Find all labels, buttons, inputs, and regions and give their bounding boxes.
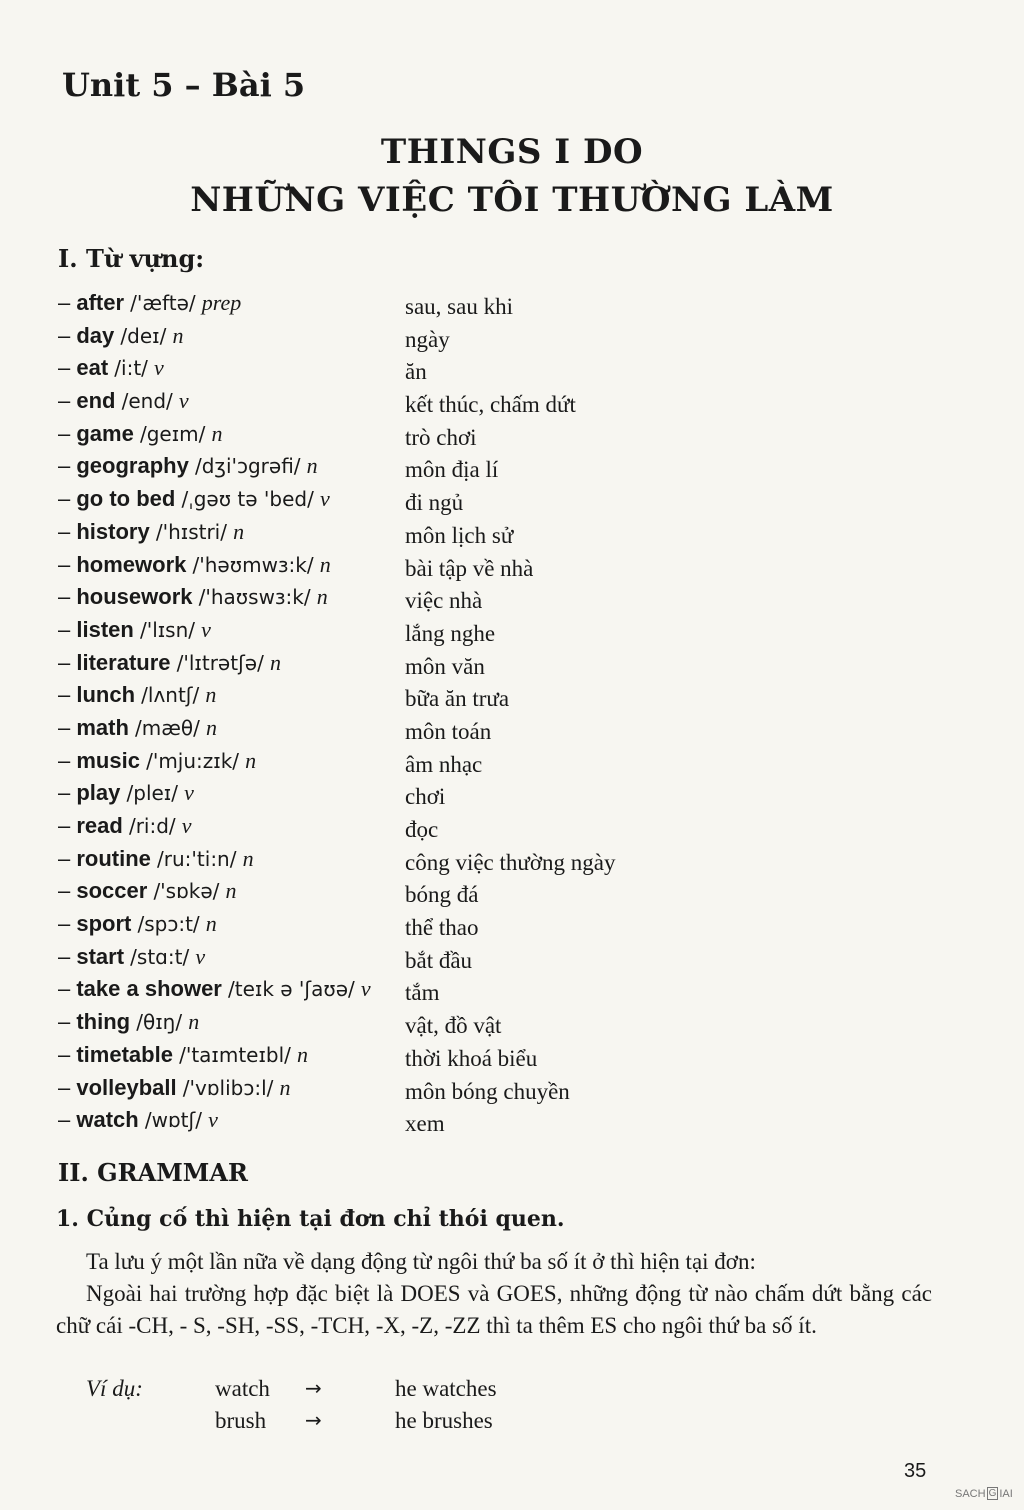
vocab-meaning: đi ngủ bbox=[405, 490, 464, 516]
vocab-part-of-speech: n bbox=[306, 453, 318, 479]
vocabulary-item bbox=[58, 976, 958, 1009]
vocab-meaning: môn địa lí bbox=[405, 457, 499, 483]
vocab-meaning: thời khoá biểu bbox=[405, 1045, 538, 1071]
vocab-english: – homework /'həʊmwɜ:k/ n bbox=[58, 551, 331, 577]
vocabulary-item bbox=[58, 1009, 958, 1042]
vocab-pronunciation: /'lɪtrətʃə/ bbox=[176, 650, 264, 675]
watermark-text-left: SACH bbox=[955, 1487, 986, 1500]
vocab-word: routine bbox=[76, 845, 151, 871]
vocab-part-of-speech: n bbox=[172, 322, 184, 348]
vocab-meaning: lắng nghe bbox=[405, 620, 496, 646]
vocab-pronunciation: /'æftə/ bbox=[130, 291, 196, 315]
watermark-text-right: IAI bbox=[999, 1487, 1013, 1500]
title-english: THINGS I DO bbox=[380, 132, 644, 172]
vocab-pronunciation: /ˌgəʊ tə 'bed/ bbox=[181, 487, 314, 512]
vocab-word: listen bbox=[76, 616, 134, 642]
vocab-meaning: kết thúc, chấm dứt bbox=[405, 392, 576, 418]
vocabulary-item bbox=[58, 780, 958, 813]
vocab-part-of-speech: v bbox=[178, 388, 189, 414]
vocab-english: – soccer /'sɒkə/ n bbox=[58, 878, 237, 904]
vocab-english: – timetable /'taɪmteɪbl/ n bbox=[58, 1041, 309, 1067]
vocab-pronunciation: /ru:'ti:n/ bbox=[157, 846, 237, 871]
vocab-word: homework bbox=[76, 551, 187, 577]
vocab-part-of-speech: prep bbox=[201, 290, 242, 315]
vocab-meaning: bắt đầu bbox=[405, 947, 473, 973]
vocab-english: – math /mæθ/ n bbox=[58, 714, 218, 740]
vocab-word: game bbox=[76, 420, 134, 446]
vocabulary-item bbox=[58, 1107, 958, 1140]
vocab-pronunciation: /'mju:zɪk/ bbox=[146, 748, 240, 773]
vocabulary-item bbox=[58, 846, 958, 879]
vocab-part-of-speech: n bbox=[297, 1041, 309, 1067]
vocabulary-item bbox=[58, 388, 958, 421]
vocabulary-item bbox=[58, 323, 958, 356]
vocab-pronunciation: /'taɪmteɪbl/ bbox=[179, 1042, 291, 1067]
vocabulary-item bbox=[58, 748, 958, 781]
page-number: 35 bbox=[904, 1460, 927, 1482]
vocab-english: – go to bed /ˌgəʊ tə 'bed/ v bbox=[58, 486, 330, 512]
vocab-part-of-speech: n bbox=[233, 518, 245, 544]
vocabulary-item bbox=[58, 486, 958, 519]
vocab-english: – literature /'lɪtrətʃə/ n bbox=[58, 649, 281, 675]
example-result: he watches bbox=[395, 1376, 497, 1401]
vocabulary-list bbox=[58, 290, 958, 1140]
vocabulary-item bbox=[58, 813, 958, 846]
vocab-word: start bbox=[76, 943, 125, 969]
vocab-word: day bbox=[76, 322, 115, 348]
vocab-word: timetable bbox=[76, 1041, 173, 1067]
vocab-english: – routine /ru:'ti:n/ n bbox=[58, 845, 254, 871]
vocab-english: – history /'hɪstri/ n bbox=[58, 518, 245, 544]
vocabulary-item bbox=[58, 290, 958, 323]
vocabulary-item bbox=[58, 715, 958, 748]
vocab-english: – music /'mju:zɪk/ n bbox=[58, 747, 257, 773]
title-vietnamese: NHỮNG VIỆC TÔI THƯỜNG LÀM bbox=[190, 180, 834, 220]
watermark-box: G bbox=[988, 1488, 997, 1499]
example-label: Ví dụ: bbox=[86, 1376, 143, 1401]
vocabulary-item bbox=[58, 519, 958, 552]
arrow-icon: → bbox=[305, 1376, 322, 1400]
vocab-pronunciation: /lʌntʃ/ bbox=[141, 683, 200, 708]
vocab-pronunciation: /'haʊswɜ:k/ bbox=[198, 585, 311, 610]
vocab-part-of-speech: v bbox=[154, 355, 164, 381]
vocab-pronunciation: /'vɒlibɔ:l/ bbox=[182, 1075, 274, 1100]
vocabulary-item bbox=[58, 1042, 958, 1075]
vocab-word: housework bbox=[76, 584, 193, 610]
vocab-word: go to bed bbox=[76, 486, 176, 512]
vocab-meaning: đọc bbox=[405, 817, 439, 842]
vocab-part-of-speech: v bbox=[360, 976, 371, 1002]
vocab-pronunciation: /geɪm/ bbox=[139, 421, 206, 446]
vocab-word: play bbox=[76, 780, 121, 806]
grammar-heading: II. GRAMMAR bbox=[58, 1158, 248, 1187]
vocabulary-item bbox=[58, 355, 958, 388]
vocab-pronunciation: /dʒi'ɔgrəfi/ bbox=[194, 454, 301, 479]
vocab-word: eat bbox=[76, 355, 109, 381]
vocab-meaning: môn văn bbox=[405, 653, 485, 679]
example-verb: watch bbox=[215, 1376, 270, 1401]
vocab-meaning: âm nhạc bbox=[405, 751, 483, 777]
vocab-part-of-speech: n bbox=[316, 584, 328, 610]
vocabulary-item bbox=[58, 453, 958, 486]
vocab-part-of-speech: n bbox=[245, 747, 257, 773]
vocab-word: geography bbox=[76, 453, 189, 479]
vocabulary-item bbox=[58, 682, 958, 715]
vocab-part-of-speech: v bbox=[184, 780, 194, 806]
vocab-word: after bbox=[76, 290, 125, 315]
vocab-pronunciation: /spɔ:t/ bbox=[137, 912, 200, 937]
vocabulary-item bbox=[58, 552, 958, 585]
vocabulary-item bbox=[58, 944, 958, 977]
vocab-part-of-speech: n bbox=[205, 682, 217, 708]
grammar-paragraph-1: Ta lưu ý một lần nữa về dạng động từ ngôi thứ ba số ít ở thì hiện tại đơn: bbox=[86, 1249, 756, 1274]
vocab-pronunciation: /'hɪstri/ bbox=[155, 519, 227, 544]
vocab-meaning: công việc thường ngày bbox=[405, 849, 616, 875]
vocab-word: soccer bbox=[76, 878, 148, 904]
vocab-meaning: môn lịch sử bbox=[405, 522, 514, 548]
vocab-meaning: sau, sau khi bbox=[405, 294, 513, 319]
vocabulary-item bbox=[58, 421, 958, 454]
vocabulary-item bbox=[58, 617, 958, 650]
vocab-english: – take a shower /teɪk ə 'ʃaʊə/ v bbox=[58, 976, 371, 1002]
vocab-meaning: thể thao bbox=[405, 915, 479, 941]
vocab-english: – thing /θɪŋ/ n bbox=[58, 1009, 200, 1035]
vocab-part-of-speech: n bbox=[319, 551, 331, 577]
vocab-pronunciation: /'lɪsn/ bbox=[139, 617, 196, 642]
vocab-english: – end /end/ v bbox=[58, 388, 189, 414]
vocab-word: history bbox=[76, 518, 150, 544]
vocab-meaning: bài tập về nhà bbox=[405, 555, 534, 581]
vocab-english: – volleyball /'vɒlibɔ:l/ n bbox=[58, 1074, 291, 1100]
vocab-english: – play /pleɪ/ v bbox=[58, 780, 194, 806]
vocab-pronunciation: /'sɒkə/ bbox=[153, 879, 220, 904]
vocab-pronunciation: /ri:d/ bbox=[128, 814, 176, 838]
grammar-subheading: 1. Củng cố thì hiện tại đơn chỉ thói quen. bbox=[56, 1206, 565, 1232]
vocab-pronunciation: /pleɪ/ bbox=[126, 781, 178, 806]
vocab-part-of-speech: v bbox=[201, 616, 211, 642]
vocab-meaning: việc nhà bbox=[405, 588, 483, 614]
vocab-part-of-speech: n bbox=[225, 878, 237, 904]
vocab-pronunciation: /stɑ:t/ bbox=[130, 944, 190, 969]
vocab-word: sport bbox=[76, 911, 132, 937]
vocab-part-of-speech: n bbox=[269, 649, 281, 675]
vocab-meaning: ăn bbox=[405, 359, 427, 385]
vocab-part-of-speech: v bbox=[195, 943, 206, 969]
vocab-pronunciation: /wɒtʃ/ bbox=[144, 1108, 202, 1133]
vocab-pronunciation: /end/ bbox=[121, 389, 173, 414]
vocab-meaning: chơi bbox=[405, 784, 446, 810]
vocab-english: – eat /i:t/ v bbox=[58, 355, 164, 381]
example-verb: brush bbox=[215, 1408, 267, 1433]
vocab-meaning: môn toán bbox=[405, 718, 492, 744]
vocab-english: – read /ri:d/ v bbox=[58, 813, 192, 838]
vocab-word: watch bbox=[76, 1107, 139, 1133]
vocab-word: read bbox=[76, 813, 123, 838]
vocab-part-of-speech: v bbox=[181, 813, 192, 838]
vocab-word: thing bbox=[76, 1009, 131, 1035]
vocab-pronunciation: /θɪŋ/ bbox=[136, 1010, 183, 1035]
vocab-word: literature bbox=[76, 649, 171, 675]
vocab-part-of-speech: n bbox=[206, 714, 218, 740]
vocab-part-of-speech: n bbox=[279, 1074, 291, 1100]
vocab-meaning: trò chơi bbox=[405, 424, 477, 450]
vocab-word: take a shower bbox=[76, 976, 222, 1002]
vocab-english: – after /'æftə/ prep bbox=[58, 290, 242, 315]
vocab-part-of-speech: n bbox=[188, 1009, 200, 1035]
vocab-pronunciation: /teɪk ə 'ʃaʊə/ bbox=[228, 977, 355, 1002]
vocab-meaning: bóng đá bbox=[405, 882, 479, 908]
vocab-meaning: tắm bbox=[405, 980, 440, 1006]
vocab-word: math bbox=[76, 714, 129, 740]
vocab-english: – start /stɑ:t/ v bbox=[58, 943, 206, 969]
example-result: he brushes bbox=[395, 1408, 493, 1433]
vocabulary-item bbox=[58, 911, 958, 944]
vocab-pronunciation: /mæθ/ bbox=[135, 715, 200, 740]
arrow-icon: → bbox=[305, 1408, 322, 1432]
vocab-part-of-speech: v bbox=[208, 1107, 218, 1133]
vocab-english: – game /geɪm/ n bbox=[58, 420, 223, 446]
vocab-pronunciation: /deɪ/ bbox=[120, 323, 167, 348]
vocabulary-item bbox=[58, 878, 958, 911]
vocab-english: – housework /'haʊswɜ:k/ n bbox=[58, 584, 328, 610]
vocab-part-of-speech: n bbox=[211, 420, 223, 446]
vocab-english: – day /deɪ/ n bbox=[58, 322, 184, 348]
vocab-meaning: môn bóng chuyền bbox=[405, 1078, 570, 1104]
vocab-meaning: vật, đồ vật bbox=[405, 1013, 502, 1039]
vocab-word: end bbox=[76, 388, 116, 414]
vocabulary-heading: I. Từ vựng: bbox=[58, 244, 205, 273]
vocab-meaning: ngày bbox=[405, 326, 450, 352]
vocab-part-of-speech: n bbox=[205, 911, 217, 937]
unit-title: Unit 5 – Bài 5 bbox=[62, 66, 306, 104]
vocab-english: – sport /spɔ:t/ n bbox=[58, 911, 217, 937]
vocab-pronunciation: /'həʊmwɜ:k/ bbox=[192, 552, 314, 577]
vocab-english: – watch /wɒtʃ/ v bbox=[58, 1107, 218, 1133]
vocab-word: lunch bbox=[76, 682, 136, 708]
watermark-logo bbox=[955, 1487, 1013, 1500]
vocab-english: – listen /'lɪsn/ v bbox=[58, 616, 211, 642]
vocab-meaning: bữa ăn trưa bbox=[405, 686, 510, 712]
vocab-word: volleyball bbox=[76, 1074, 177, 1100]
vocab-pronunciation: /i:t/ bbox=[114, 356, 148, 381]
vocab-meaning: xem bbox=[405, 1111, 445, 1137]
vocabulary-item bbox=[58, 1075, 958, 1108]
grammar-paragraph-2: Ngoài hai trường hợp đặc biệt là DOES và GOES, những động từ nào chấm dứt bằng các chữ cái -CH, - S, -SH, -SS, -TCH, -X, -Z, -ZZ thì ta thêm ES cho ngôi thứ ba số ít. bbox=[56, 1281, 932, 1338]
vocab-part-of-speech: v bbox=[319, 486, 330, 512]
vocab-part-of-speech: n bbox=[242, 845, 254, 871]
vocabulary-item bbox=[58, 584, 958, 617]
vocab-english: – lunch /lʌntʃ/ n bbox=[58, 682, 217, 708]
vocabulary-item bbox=[58, 650, 958, 683]
vocab-english: – geography /dʒi'ɔgrəfi/ n bbox=[58, 453, 318, 479]
vocab-word: music bbox=[76, 747, 140, 773]
